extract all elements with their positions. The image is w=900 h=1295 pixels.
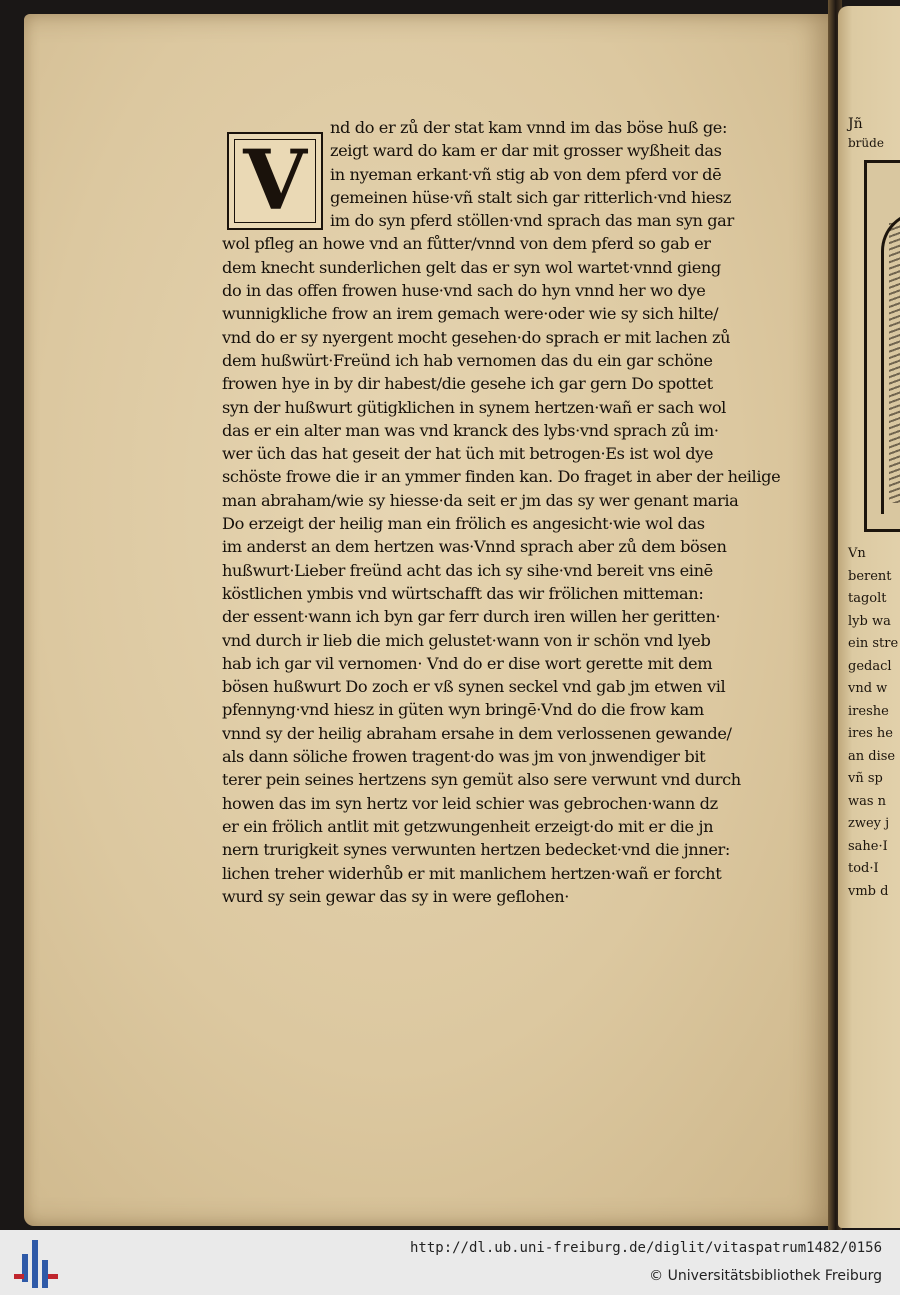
text-line: vnd durch ir lieb die mich gelustet·wann von ir schön vnd lyeb [222,630,711,650]
body-text [222,116,786,908]
text-line: hab ich gar vil vernomen· Vnd do er dise wort gerette mit dem [222,653,713,673]
copyright-notice: © Universitätsbibliothek Freiburg [649,1268,882,1284]
right-header-line: Jñ [848,116,863,132]
text-line: hußwurt·Lieber freünd acht das ich sy sihe·vnd bereit vns einē [222,560,713,580]
right-text-line: ireshe [848,703,889,719]
text-line: er ein frölich antlit mit getzwungenheit erzeigt·do mit er die jn [222,816,714,836]
right-text-line: ein stre [848,636,899,651]
permalink-url[interactable]: http://dl.ub.uni-freiburg.de/diglit/vitaspatrum1482/0156 [409,1240,882,1256]
text-line: köstlichen ymbis vnd würtschafft das wir frölichen mitteman: [222,583,704,603]
text-line: dem knecht sunderlichen gelt das er syn wol wartet·vnnd gieng [222,257,721,277]
text-line: lichen treher widerhůb er mit manlichem hertzen·wañ er forcht [222,863,722,883]
text-line: wer üch das hat geseit der hat üch mit betrogen·Es ist wol dye [222,444,714,464]
text-line: nern trurigkeit synes verwunten hertzen bedecket·vnd die jnner: [222,840,730,860]
text-line: als dann söliche frowen tragent·do was jm von jnwendiger bit [222,747,706,767]
footer-bar [0,1230,900,1295]
text-line: frowen hye in by dir habest/die gesehe ich gar gern Do spottet [222,374,713,394]
text-line: gemeinen hüse·vñ stalt sich gar ritterlich·vnd hiesz [330,187,732,207]
right-text-line: vnd w [848,681,888,696]
text-line: terer pein seines hertzens syn gemüt also sere verwunt vnd durch [222,770,741,790]
text-line: Do erzeigt der heilig man ein frölich es angesicht·wie wol das [222,514,705,534]
right-text-line: sahe·I [848,838,888,854]
text-line: wunnigkliche frow an irem gemach were·oder wie sy sich hilte/ [222,304,719,324]
text-line: man abraham/wie sy hiesse·da seit er jm das sy wer genant maria [222,490,739,510]
right-text-line: lyb wa [848,613,891,629]
text-line: schöste frowe die ir an ymmer finden kan. Do fraget in aber der heilige [222,467,781,487]
woodcut-illustration [864,160,900,532]
woodcut-hatching [889,223,900,503]
text-line: vnd do er sy nyergent mocht gesehen·do sprach er mit lachen zů [222,327,731,347]
text-line: wurd sy sein gewar das sy in were geflohen· [222,886,570,906]
library-logo-icon [14,1240,58,1288]
text-line: das er ein alter man was vnd kranck des lybs·vnd sprach zů im· [222,420,719,440]
text-line: nd do er zů der stat kam vnnd im das böse huß ge: [330,118,728,137]
text-line: pfennyng·vnd hiesz in güten wyn bringē·Vnd do die frow kam [222,700,704,720]
text-line: in nyeman erkant·vñ stig ab von dem pferd vor dē [330,164,722,184]
text-line: im do syn pferd stöllen·vnd sprach das man syn gar [330,211,734,231]
right-text-line: was n [848,793,887,809]
right-text-line: vñ sp [848,771,883,786]
text-line: der essent·wann ich byn gar ferr durch iren willen her geritten· [222,607,721,627]
text-line: im anderst an dem hertzen was·Vnnd sprach aber zů dem bösen [222,537,727,557]
text-line: do in das offen frowen huse·vnd sach do hyn vnnd her wo dye [222,281,706,301]
right-text-line: an dise [848,748,896,764]
right-text-line: ires he [848,726,893,741]
right-header-line: brüde [848,136,884,150]
right-text-line: vmb d [848,883,889,899]
text-line: wol pfleg an howe vnd an fůtter/vnnd von dem pferd so gab er [222,234,711,254]
text-line: howen das im syn hertz vor leid schier was gebrochen·wann dz [222,793,718,813]
right-text-line: berent [848,568,892,584]
right-text-line: tod·I [848,861,879,876]
initial-letter: V [243,133,307,229]
right-text-line: tagolt [848,591,887,606]
text-line: zeigt ward do kam er dar mit grosser wyßheit das [330,141,722,161]
text-line: bösen hußwurt Do zoch er vß synen seckel vnd gab jm etwen vil [222,677,726,697]
text-line: syn der hußwurt gütigklichen in synem hertzen·wañ er sach wol [222,397,726,417]
right-text-line: gedacl [848,658,892,674]
text-line: vnnd sy der heilig abraham ersahe in dem verlossenen gewande/ [222,723,732,743]
right-text-line: zwey j [848,816,890,831]
text-line: dem hußwürt·Freünd ich hab vernomen das du ein gar schöne [222,350,713,370]
right-text-line: Vn [848,546,866,561]
